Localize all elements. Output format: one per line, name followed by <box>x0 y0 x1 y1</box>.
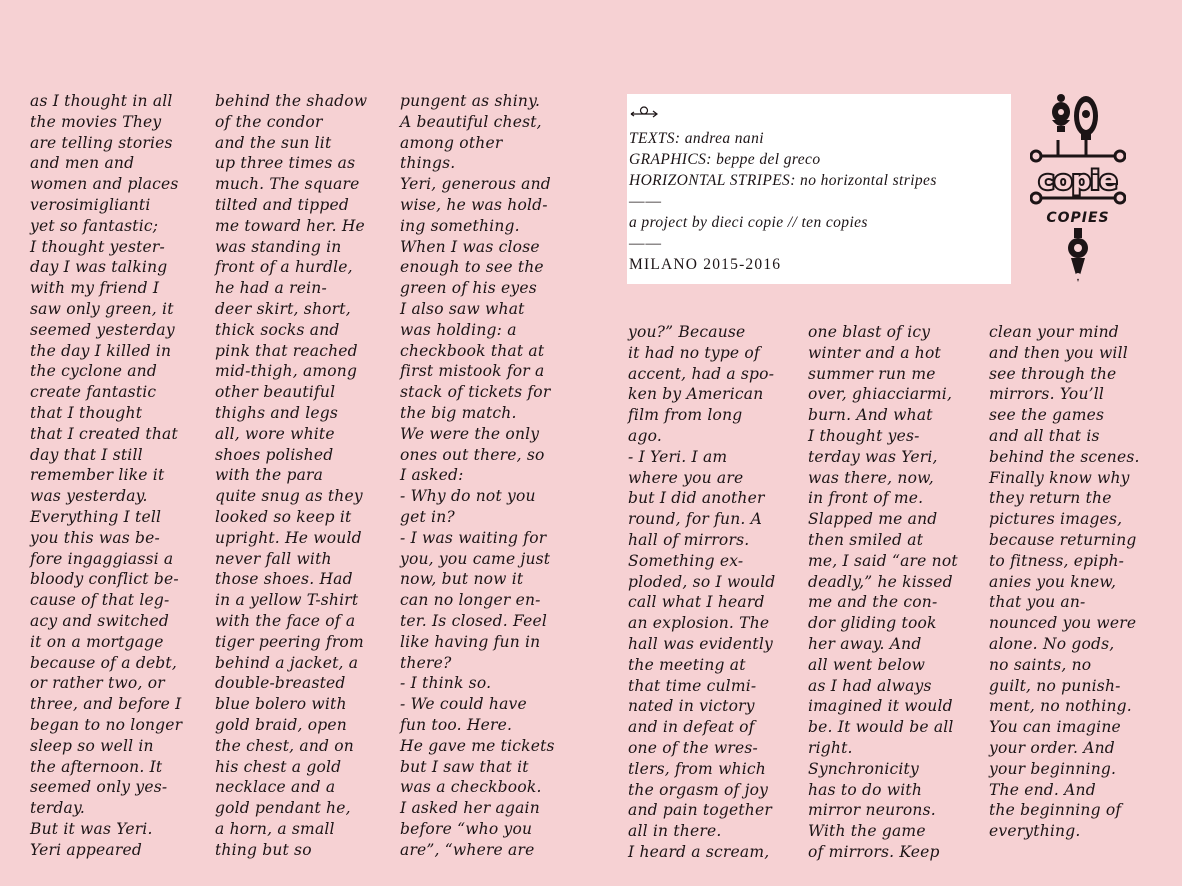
text-line: I also saw what <box>400 299 525 318</box>
text-line: acy and switched <box>30 611 170 630</box>
text-line: all went below <box>808 655 926 674</box>
text-line: - I Yeri. I am <box>628 447 728 466</box>
text-line: with the para <box>215 466 324 485</box>
text-line: deadly,” he kissed <box>808 572 953 591</box>
text-line: front of a hurdle, <box>215 258 353 277</box>
text-line: I asked her again <box>400 799 540 818</box>
text-line: Synchronicity <box>808 759 919 778</box>
text-line: the big match. <box>400 403 517 422</box>
text-line: but I saw that it <box>400 757 529 776</box>
text-line: I thought yester- <box>30 237 165 256</box>
text-line: your order. And <box>989 738 1115 757</box>
text-line: never fall with <box>215 549 332 568</box>
text-line: the movies They <box>30 112 162 131</box>
text-line: the day I killed in <box>30 341 172 360</box>
text-line: where you are <box>628 468 744 487</box>
text-line: blue bolero with <box>215 695 347 714</box>
text-line: your beginning. <box>989 759 1117 778</box>
text-line: clean your mind <box>989 323 1119 341</box>
text-line: and then you will <box>989 343 1128 362</box>
text-line: the cyclone and <box>30 362 157 381</box>
text-line: thighs and legs <box>215 403 339 422</box>
text-line: or rather two, or <box>30 674 165 693</box>
text-line: enough to see the <box>400 258 544 277</box>
text-line: over, ghiacciarmi, <box>808 385 953 404</box>
text-line: - I think so. <box>400 674 492 693</box>
text-line: with the face of a <box>215 611 356 630</box>
text-line: can no longer en- <box>400 591 541 610</box>
text-line: to fitness, epiph- <box>989 551 1125 570</box>
text-line: see the games <box>989 406 1105 425</box>
text-line: the orgasm of joy <box>628 780 769 799</box>
text-line: see through the <box>989 364 1117 383</box>
text-line: you, you came just <box>400 549 551 568</box>
text-line: the meeting at <box>628 655 746 674</box>
text-column-4 <box>628 322 775 863</box>
text-line: saw only green, it <box>30 299 174 318</box>
text-line: quite snug as they <box>215 487 363 506</box>
text-line: checkbook that at <box>400 341 545 360</box>
text-line: looked so keep it <box>215 507 352 526</box>
text-line: they return the <box>989 489 1112 508</box>
text-line: accent, had a spo- <box>628 364 775 383</box>
text-line: it had no type of <box>628 343 760 362</box>
text-line: a horn, a small <box>215 819 335 838</box>
text-line: me toward her. He <box>215 216 365 235</box>
text-column-1 <box>30 91 182 860</box>
text-line: you this was be- <box>30 528 160 547</box>
text-line: ploded, so I would <box>628 572 776 591</box>
text-line: one blast of icy <box>808 323 931 341</box>
text-line: get in? <box>400 507 455 526</box>
text-line: and men and <box>30 154 135 173</box>
text-line: guilt, no punish- <box>989 676 1121 695</box>
text-line: much. The square <box>215 175 360 194</box>
credits-box <box>627 94 1011 284</box>
text-line: round, for fun. A <box>628 510 763 529</box>
text-line: nounced you were <box>989 614 1137 633</box>
text-line: but I did another <box>628 489 765 508</box>
text-line: shoes polished <box>215 445 334 464</box>
credit-texts: TEXTS: andrea nani <box>629 130 764 147</box>
text-line: deer skirt, short, <box>215 299 351 318</box>
text-line: an explosion. The <box>628 614 770 633</box>
text-line: be. It would be all <box>808 718 954 737</box>
text-line: terday. <box>30 799 85 818</box>
text-line: ago. <box>628 426 662 445</box>
text-line: I thought yes- <box>808 426 920 445</box>
text-line: it on a mortgage <box>30 632 164 651</box>
text-line: fun too. Here. <box>400 715 513 734</box>
text-line: me and the con- <box>808 593 938 612</box>
text-line: was there, now, <box>808 468 934 487</box>
text-line: that time culmi- <box>628 676 757 695</box>
text-line: mid-thigh, among <box>215 362 358 381</box>
text-line: behind a jacket, a <box>215 653 359 672</box>
text-line: verosimiglianti <box>30 195 151 214</box>
text-line: her away. And <box>808 634 922 653</box>
text-line: as I thought in all <box>30 92 173 110</box>
text-line: was holding: a <box>400 320 517 339</box>
credit-city: MILANO 2015-2016 <box>629 256 782 273</box>
text-line: film from long <box>628 406 743 425</box>
text-line: and pain together <box>628 801 772 820</box>
credit-project: a project by dieci copie // ten copies <box>629 214 868 231</box>
text-line: of the condor <box>215 112 323 131</box>
text-line: the beginning of <box>989 801 1122 820</box>
text-line: nated in victory <box>628 697 755 716</box>
text-line: winter and a hot <box>808 343 941 362</box>
text-line: summer run me <box>808 364 936 383</box>
text-line: the chest, and on <box>215 736 354 755</box>
text-line: yet so fantastic; <box>30 216 159 235</box>
text-line: burn. And what <box>808 406 933 425</box>
text-line: everything. <box>989 822 1081 841</box>
text-line: tiger peering from <box>215 632 364 651</box>
text-line: necklace and a <box>215 778 336 797</box>
text-line: because of a debt, <box>30 653 177 672</box>
text-line: terday was Yeri, <box>808 447 938 466</box>
text-line: among other <box>400 133 503 152</box>
credit-graphics: GRAPHICS: beppe del greco <box>629 151 821 168</box>
dieci-copie-logo <box>1030 92 1126 284</box>
text-line: behind the shadow <box>215 92 368 110</box>
text-line: gold pendant he, <box>215 799 351 818</box>
text-line: stack of tickets for <box>400 383 551 402</box>
text-line: that I created that <box>30 424 178 443</box>
text-line: ing something. <box>400 216 520 235</box>
text-line: of mirrors. Keep <box>808 842 940 861</box>
text-line: then smiled at <box>808 530 924 549</box>
logo-word: copie <box>1038 166 1118 196</box>
text-line: The end. And <box>989 780 1096 799</box>
text-line: But it was Yeri. <box>30 819 153 838</box>
text-line: in a yellow T-shirt <box>215 591 359 610</box>
text-line: anies you knew, <box>989 572 1117 591</box>
text-line: mirror neurons. <box>808 801 936 820</box>
text-line: sleep so well in <box>30 736 154 755</box>
text-line: and the sun lit <box>215 133 332 152</box>
text-line: hall was evidently <box>628 634 773 653</box>
text-column-3 <box>400 91 555 860</box>
text-line: has to do with <box>808 780 923 799</box>
text-line: and in defeat of <box>628 718 755 737</box>
text-line: all in there. <box>628 822 722 841</box>
text-line: A beautiful chest, <box>400 112 542 131</box>
text-line: call what I heard <box>628 593 765 612</box>
text-line: fore ingaggiassi a <box>30 549 174 568</box>
text-line: upright. He would <box>215 528 362 547</box>
text-line: that I thought <box>30 403 143 422</box>
credit-stripes: HORIZONTAL STRIPES: no horizontal stripes <box>629 172 937 189</box>
text-line: imagined it would <box>808 697 953 716</box>
credit-separator: —— <box>629 193 662 210</box>
text-line: as I had always <box>808 676 932 695</box>
text-line: behind the scenes. <box>989 447 1140 466</box>
text-line: the afternoon. It <box>30 757 163 776</box>
text-line: create fantastic <box>30 383 157 402</box>
text-line: like having fun in <box>400 632 541 651</box>
text-line: ter. Is closed. Feel <box>400 611 548 630</box>
text-line: and all that is <box>989 426 1100 445</box>
text-line: double-breasted <box>215 674 346 693</box>
text-line: seemed yesterday <box>30 320 175 339</box>
text-line: mirrors. You’ll <box>989 385 1105 404</box>
text-line: began to no longer <box>30 715 183 734</box>
text-line: was standing in <box>215 237 342 256</box>
text-line: first mistook for a <box>400 362 545 381</box>
text-line: things. <box>400 154 456 173</box>
text-line: dor gliding took <box>808 614 937 633</box>
text-line: was a checkbook. <box>400 778 542 797</box>
key-ornament-icon <box>629 106 659 118</box>
text-line: one of the wres- <box>628 738 758 757</box>
text-line: tlers, from which <box>628 759 766 778</box>
text-line: When I was close <box>400 237 540 256</box>
text-line: Yeri appeared <box>30 840 142 859</box>
text-line: I asked: <box>400 466 464 485</box>
text-line: thing but so <box>215 840 312 859</box>
text-line: alone. No gods, <box>989 634 1115 653</box>
logo-subword: COPIES <box>1046 210 1110 226</box>
text-line: are”, “where are <box>400 840 535 859</box>
text-column-6 <box>989 322 1140 842</box>
text-line: gold braid, open <box>215 715 347 734</box>
text-line: Slapped me and <box>808 510 938 529</box>
text-line: he had a rein- <box>215 279 327 298</box>
text-line: ken by American <box>628 385 764 404</box>
text-line: no saints, no <box>989 655 1092 674</box>
text-line: Yeri, generous and <box>400 175 551 194</box>
text-column-2 <box>215 91 367 860</box>
text-line: now, but now it <box>400 570 524 589</box>
text-line: that you an- <box>989 593 1086 612</box>
text-line: - Why do not you <box>400 487 536 506</box>
text-line: hall of mirrors. <box>628 530 750 549</box>
text-line: women and places <box>30 175 179 194</box>
text-line: are telling stories <box>30 133 173 152</box>
text-line: cause of that leg- <box>30 591 170 610</box>
text-line: those shoes. Had <box>215 570 353 589</box>
text-line: Something ex- <box>628 551 744 570</box>
text-line: me, I said “are not <box>808 551 958 570</box>
text-line: - I was waiting for <box>400 528 547 547</box>
text-line: pink that reached <box>215 341 358 360</box>
text-line: you?” Because <box>628 323 746 341</box>
text-line: thick socks and <box>215 320 340 339</box>
credit-separator: —— <box>629 235 662 252</box>
text-column-5 <box>808 322 958 863</box>
text-line: three, and before I <box>30 695 182 714</box>
text-line: ment, no nothing. <box>989 697 1132 716</box>
text-line: pungent as shiny. <box>400 92 541 110</box>
text-line: Finally know why <box>989 468 1130 487</box>
text-line: wise, he was hold- <box>400 195 548 214</box>
text-line: because returning <box>989 530 1137 549</box>
text-line: remember like it <box>30 466 165 485</box>
text-line: day that I still <box>30 445 143 464</box>
text-line: his chest a gold <box>215 757 342 776</box>
text-line: in front of me. <box>808 489 924 508</box>
text-line: pictures images, <box>989 510 1123 529</box>
text-line: with my friend I <box>30 279 160 298</box>
text-line: other beautiful <box>215 383 336 402</box>
text-line: With the game <box>808 822 926 841</box>
text-line: right. <box>808 738 853 757</box>
text-line: He gave me tickets <box>400 736 555 755</box>
text-line: I heard a scream, <box>628 842 770 861</box>
text-line: We were the only <box>400 424 540 443</box>
text-line: green of his eyes <box>400 279 537 298</box>
text-line: before “who you <box>400 819 533 838</box>
text-line: all, wore white <box>215 424 335 443</box>
text-line: - We could have <box>400 695 527 714</box>
text-line: bloody conflict be- <box>30 570 179 589</box>
text-line: was yesterday. <box>30 487 148 506</box>
text-line: ones out there, so <box>400 445 545 464</box>
text-line: Everything I tell <box>30 507 162 526</box>
text-line: You can imagine <box>989 718 1121 737</box>
text-line: day I was talking <box>30 258 168 277</box>
text-line: there? <box>400 653 452 672</box>
text-line: up three times as <box>215 154 356 173</box>
text-line: tilted and tipped <box>215 195 349 214</box>
text-line: seemed only yes- <box>30 778 168 797</box>
